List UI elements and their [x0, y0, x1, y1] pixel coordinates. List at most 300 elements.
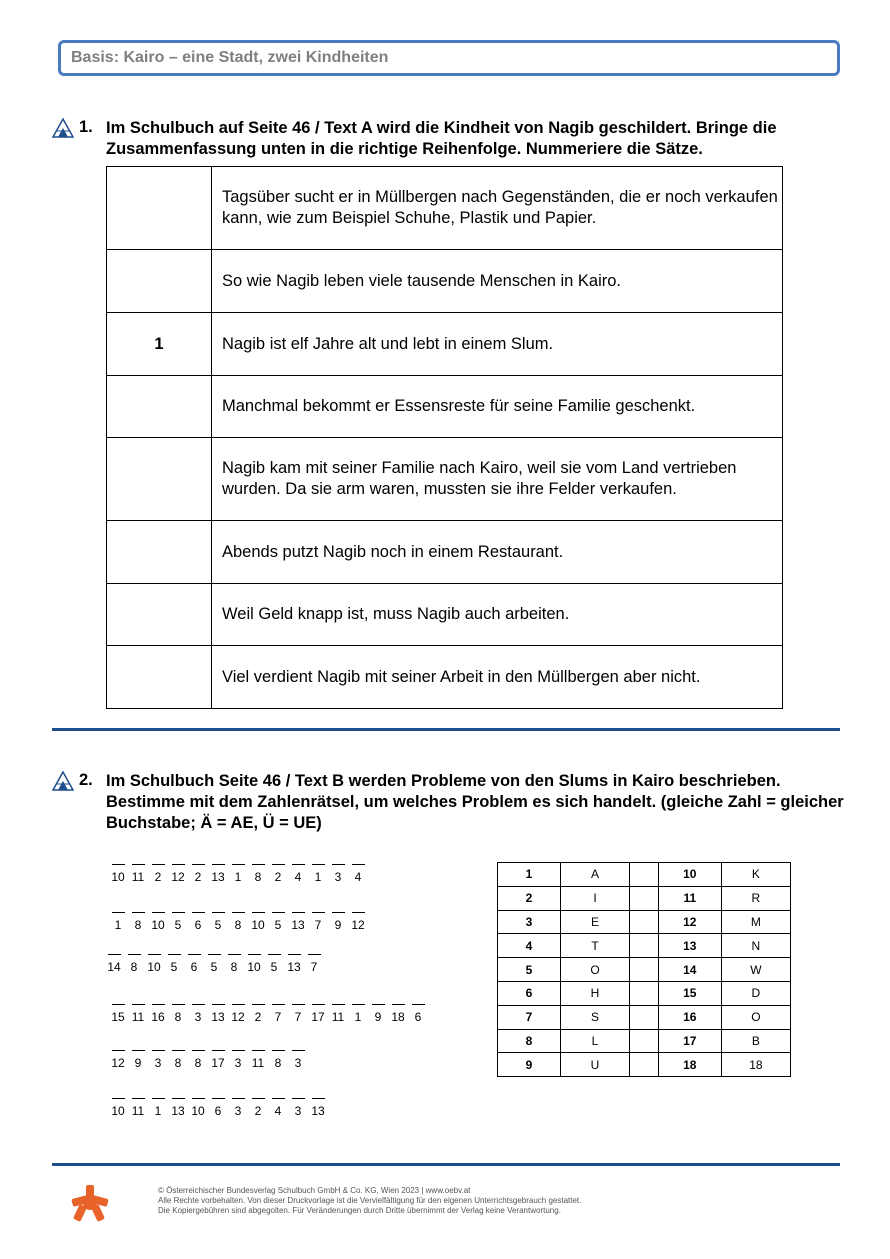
key-number: 10 — [658, 863, 721, 887]
letter-slot[interactable] — [328, 864, 348, 884]
answer-blank[interactable] — [128, 954, 141, 955]
letter-slot[interactable] — [288, 1004, 308, 1024]
answer-blank[interactable] — [272, 1050, 285, 1051]
table-row — [107, 646, 783, 709]
puzzle-number: 10 — [111, 870, 125, 884]
key-letter: T — [560, 934, 629, 958]
letter-slot[interactable] — [108, 1050, 128, 1070]
letter-slot[interactable] — [168, 912, 188, 932]
letter-slot[interactable] — [228, 1004, 248, 1024]
answer-blank[interactable] — [168, 954, 181, 955]
answer-blank[interactable] — [108, 954, 121, 955]
key-number: 2 — [498, 886, 561, 910]
letter-slot[interactable] — [348, 864, 368, 884]
answer-blank[interactable] — [332, 864, 345, 865]
answer-blank[interactable] — [212, 864, 225, 865]
puzzle-number: 4 — [354, 870, 362, 884]
table-row — [107, 438, 783, 521]
key-spacer — [630, 886, 659, 910]
key-spacer — [630, 958, 659, 982]
key-letter: O — [721, 1005, 790, 1029]
sentence-cell: So wie Nagib leben viele tausende Menschen in Kairo. — [212, 250, 783, 313]
sentence-cell: Weil Geld knapp ist, muss Nagib auch arbeiten. — [212, 584, 783, 646]
puzzle-number: 9 — [374, 1010, 382, 1024]
table-row — [107, 521, 783, 584]
puzzle-number: 13 — [171, 1104, 185, 1118]
letter-slot[interactable] — [208, 864, 228, 884]
answer-blank[interactable] — [172, 912, 185, 913]
answer-blank[interactable] — [192, 912, 205, 913]
answer-blank[interactable] — [212, 1004, 225, 1005]
letter-slot[interactable] — [204, 954, 224, 974]
key-letter: O — [560, 958, 629, 982]
puzzle-number: 13 — [311, 1104, 325, 1118]
puzzle-number: 11 — [131, 870, 145, 884]
puzzle-number: 5 — [214, 918, 222, 932]
key-spacer — [630, 1029, 659, 1053]
key-number: 6 — [498, 981, 561, 1005]
key-row — [498, 934, 791, 958]
answer-blank[interactable] — [132, 864, 145, 865]
puzzle-number: 10 — [151, 918, 165, 932]
puzzle-number: 3 — [234, 1056, 242, 1070]
letter-slot[interactable] — [248, 912, 268, 932]
letter-slot[interactable] — [208, 912, 228, 932]
letter-slot[interactable] — [188, 1098, 208, 1118]
key-row — [498, 958, 791, 982]
answer-blank[interactable] — [232, 1098, 245, 1099]
page-header — [58, 40, 840, 76]
letter-slot[interactable] — [348, 1004, 368, 1024]
letter-slot[interactable] — [328, 1004, 348, 1024]
answer-blank[interactable] — [412, 1004, 425, 1005]
letter-slot[interactable] — [348, 912, 368, 932]
letter-slot[interactable] — [248, 1098, 268, 1118]
puzzle-number: 9 — [134, 1056, 142, 1070]
letter-slot[interactable] — [208, 1050, 228, 1070]
key-letter: B — [721, 1029, 790, 1053]
number-cell[interactable] — [107, 584, 212, 646]
answer-blank[interactable] — [272, 1098, 285, 1099]
sentence-cell: Abends putzt Nagib noch in einem Restaurant. — [212, 521, 783, 584]
puzzle-number: 8 — [130, 960, 138, 974]
letter-slot[interactable] — [304, 954, 324, 974]
key-number: 16 — [658, 1005, 721, 1029]
letter-slot[interactable] — [228, 1098, 248, 1118]
letter-slot[interactable] — [108, 912, 128, 932]
key-letter: U — [560, 1053, 629, 1077]
puzzle-number: 10 — [251, 918, 265, 932]
letter-slot[interactable] — [124, 954, 144, 974]
puzzle-number: 3 — [294, 1056, 302, 1070]
key-letter: H — [560, 981, 629, 1005]
answer-blank[interactable] — [172, 1004, 185, 1005]
answer-blank[interactable] — [148, 954, 161, 955]
letter-slot[interactable] — [108, 864, 128, 884]
letter-slot[interactable] — [108, 1004, 128, 1024]
letter-slot[interactable] — [208, 1098, 228, 1118]
letter-slot[interactable] — [388, 1004, 408, 1024]
puzzle-number: 5 — [174, 918, 182, 932]
letter-slot[interactable] — [148, 1050, 168, 1070]
table-row — [107, 250, 783, 313]
answer-blank[interactable] — [252, 1050, 265, 1051]
letter-slot[interactable] — [288, 1098, 308, 1118]
answer-blank[interactable] — [152, 912, 165, 913]
puzzle-number: 12 — [111, 1056, 125, 1070]
key-row — [498, 981, 791, 1005]
letter-slot[interactable] — [268, 1098, 288, 1118]
letter-slot[interactable] — [244, 954, 264, 974]
answer-blank[interactable] — [132, 1098, 145, 1099]
answer-blank[interactable] — [192, 1050, 205, 1051]
key-spacer — [630, 934, 659, 958]
letter-slot[interactable] — [148, 864, 168, 884]
letter-slot[interactable] — [144, 954, 164, 974]
answer-blank[interactable] — [332, 912, 345, 913]
answer-blank[interactable] — [152, 1050, 165, 1051]
puzzle-number: 11 — [131, 1104, 145, 1118]
answer-blank[interactable] — [292, 912, 305, 913]
letter-slot[interactable] — [284, 954, 304, 974]
puzzle-row — [108, 912, 368, 932]
answer-blank[interactable] — [188, 954, 201, 955]
letter-slot[interactable] — [224, 954, 244, 974]
puzzle-number: 13 — [211, 870, 225, 884]
answer-blank[interactable] — [112, 912, 125, 913]
letter-slot[interactable] — [228, 1050, 248, 1070]
answer-blank[interactable] — [392, 1004, 405, 1005]
puzzle-number: 1 — [154, 1104, 162, 1118]
puzzle-number: 6 — [194, 918, 202, 932]
puzzle-number: 12 — [351, 918, 365, 932]
answer-blank[interactable] — [272, 864, 285, 865]
letter-slot[interactable] — [168, 1098, 188, 1118]
answer-blank[interactable] — [372, 1004, 385, 1005]
key-row — [498, 1005, 791, 1029]
puzzle-number: 1 — [354, 1010, 362, 1024]
difficulty-level-icon — [52, 771, 74, 791]
letter-slot[interactable] — [248, 864, 268, 884]
letter-slot[interactable] — [104, 954, 124, 974]
key-spacer — [630, 863, 659, 887]
answer-blank[interactable] — [248, 954, 261, 955]
puzzle-number: 17 — [211, 1056, 225, 1070]
task-number: 2. — [79, 771, 93, 789]
answer-blank[interactable] — [352, 912, 365, 913]
answer-blank[interactable] — [152, 864, 165, 865]
table-row — [107, 376, 783, 438]
sentence-cell: Nagib ist elf Jahre alt und lebt in einem Slum. — [212, 313, 783, 376]
key-letter: D — [721, 981, 790, 1005]
letter-slot[interactable] — [288, 864, 308, 884]
answer-blank[interactable] — [192, 1004, 205, 1005]
puzzle-number: 3 — [334, 870, 342, 884]
letter-slot[interactable] — [148, 1098, 168, 1118]
letter-slot[interactable] — [148, 1004, 168, 1024]
answer-blank[interactable] — [152, 1004, 165, 1005]
puzzle-number: 2 — [254, 1010, 262, 1024]
number-cell[interactable]: 1 — [107, 313, 212, 376]
key-spacer — [630, 1005, 659, 1029]
letter-slot[interactable] — [128, 1098, 148, 1118]
answer-blank[interactable] — [252, 864, 265, 865]
letter-slot[interactable] — [188, 912, 208, 932]
answer-blank[interactable] — [292, 864, 305, 865]
puzzle-number: 2 — [274, 870, 282, 884]
answer-blank[interactable] — [252, 1004, 265, 1005]
key-number: 17 — [658, 1029, 721, 1053]
answer-blank[interactable] — [112, 864, 125, 865]
copyright-line: © Österreichischer Bundesverlag Schulbuch GmbH & Co. KG, Wien 2023 | www.oebv.at — [158, 1186, 471, 1195]
puzzle-number: 7 — [274, 1010, 282, 1024]
puzzle-number: 7 — [314, 918, 322, 932]
task-instruction: Im Schulbuch Seite 46 / Text B werden Probleme von den Slums in Kairo beschrieben. Bestimme mit dem Zahlenrätsel, um welches Problem es sich handelt. (gleiche Zahl = gleicher Buchstabe; Ä = AE, Ü = UE) — [106, 772, 844, 832]
puzzle-number: 5 — [210, 960, 218, 974]
letter-key-table — [497, 862, 791, 1077]
letter-slot[interactable] — [248, 1050, 268, 1070]
letter-slot[interactable] — [268, 864, 288, 884]
page-title: Basis: Kairo – eine Stadt, zwei Kindheiten — [71, 49, 389, 66]
key-letter: 18 — [721, 1053, 790, 1077]
puzzle-number: 18 — [391, 1010, 405, 1024]
puzzle-number: 2 — [254, 1104, 262, 1118]
letter-slot[interactable] — [188, 1004, 208, 1024]
answer-blank[interactable] — [252, 912, 265, 913]
answer-blank[interactable] — [212, 1098, 225, 1099]
table-row — [107, 313, 783, 376]
key-number: 12 — [658, 910, 721, 934]
puzzle-number: 7 — [294, 1010, 302, 1024]
puzzle-number: 8 — [234, 918, 242, 932]
answer-blank[interactable] — [308, 954, 321, 955]
puzzle-number: 1 — [234, 870, 242, 884]
letter-slot[interactable] — [408, 1004, 428, 1024]
answer-blank[interactable] — [208, 954, 221, 955]
puzzle-number: 2 — [154, 870, 162, 884]
puzzle-row — [108, 864, 368, 884]
puzzle-number: 8 — [174, 1010, 182, 1024]
letter-slot[interactable] — [168, 864, 188, 884]
letter-slot[interactable] — [168, 1004, 188, 1024]
answer-blank[interactable] — [172, 864, 185, 865]
puzzle-number: 6 — [214, 1104, 222, 1118]
puzzle-number: 11 — [131, 1010, 145, 1024]
answer-blank[interactable] — [212, 1050, 225, 1051]
number-cell[interactable] — [107, 250, 212, 313]
puzzle-number: 15 — [111, 1010, 125, 1024]
letter-slot[interactable] — [164, 954, 184, 974]
puzzle-number: 8 — [274, 1056, 282, 1070]
puzzle-row — [108, 1098, 328, 1118]
number-cell[interactable] — [107, 376, 212, 438]
puzzle-row — [108, 1004, 428, 1024]
answer-blank[interactable] — [232, 912, 245, 913]
letter-slot[interactable] — [228, 912, 248, 932]
key-row — [498, 1053, 791, 1077]
answer-blank[interactable] — [112, 1098, 125, 1099]
letter-slot[interactable] — [128, 864, 148, 884]
task-instruction: Im Schulbuch auf Seite 46 / Text A wird die Kindheit von Nagib geschildert. Bringe die Zusammenfassung unten in die richtige Reihenfolge. Nummeriere die Sätze. — [106, 119, 777, 158]
number-cell[interactable] — [107, 438, 212, 521]
answer-blank[interactable] — [288, 954, 301, 955]
answer-blank[interactable] — [192, 864, 205, 865]
number-cell[interactable] — [107, 167, 212, 250]
key-row — [498, 863, 791, 887]
number-cell[interactable] — [107, 646, 212, 709]
answer-blank[interactable] — [352, 1004, 365, 1005]
letter-slot[interactable] — [308, 864, 328, 884]
answer-blank[interactable] — [172, 1050, 185, 1051]
puzzle-number: 14 — [107, 960, 121, 974]
answer-blank[interactable] — [112, 1050, 125, 1051]
key-letter: I — [560, 886, 629, 910]
key-letter: A — [560, 863, 629, 887]
puzzle-number: 17 — [311, 1010, 325, 1024]
letter-slot[interactable] — [328, 912, 348, 932]
answer-blank[interactable] — [232, 1050, 245, 1051]
answer-blank[interactable] — [292, 1050, 305, 1051]
letter-slot[interactable] — [184, 954, 204, 974]
puzzle-row — [108, 1050, 308, 1070]
answer-blank[interactable] — [132, 1050, 145, 1051]
letter-slot[interactable] — [248, 1004, 268, 1024]
answer-blank[interactable] — [312, 864, 325, 865]
puzzle-number: 8 — [174, 1056, 182, 1070]
puzzle-number: 13 — [211, 1010, 225, 1024]
letter-slot[interactable] — [288, 1050, 308, 1070]
answer-blank[interactable] — [132, 1004, 145, 1005]
key-number: 8 — [498, 1029, 561, 1053]
key-number: 9 — [498, 1053, 561, 1077]
puzzle-number: 8 — [230, 960, 238, 974]
answer-blank[interactable] — [172, 1098, 185, 1099]
answer-blank[interactable] — [192, 1098, 205, 1099]
puzzle-number: 3 — [194, 1010, 202, 1024]
sentence-cell: Tagsüber sucht er in Müllbergen nach Gegenständen, die er noch verkaufen kann, wie zum Beispiel Schuhe, Plastik und Papier. — [212, 167, 783, 250]
puzzle-number: 5 — [270, 960, 278, 974]
letter-slot[interactable] — [188, 1050, 208, 1070]
key-spacer — [630, 981, 659, 1005]
puzzle-number: 11 — [251, 1056, 265, 1070]
key-letter: L — [560, 1029, 629, 1053]
puzzle-number: 8 — [254, 870, 262, 884]
letter-slot[interactable] — [208, 1004, 228, 1024]
puzzle-number: 10 — [147, 960, 161, 974]
letter-slot[interactable] — [128, 1004, 148, 1024]
letter-slot[interactable] — [268, 1004, 288, 1024]
puzzle-number: 3 — [234, 1104, 242, 1118]
copyright-line: Alle Rechte vorbehalten. Von dieser Druckvorlage ist die Vervielfältigung für den eigenen Unterrichtsgebrauch gestattet. — [158, 1196, 582, 1205]
answer-blank[interactable] — [232, 1004, 245, 1005]
letter-slot[interactable] — [128, 1050, 148, 1070]
letter-slot[interactable] — [168, 1050, 188, 1070]
answer-blank[interactable] — [332, 1004, 345, 1005]
answer-blank[interactable] — [112, 1004, 125, 1005]
answer-blank[interactable] — [212, 912, 225, 913]
puzzle-number: 10 — [111, 1104, 125, 1118]
key-number: 4 — [498, 934, 561, 958]
answer-blank[interactable] — [232, 864, 245, 865]
sentence-cell: Nagib kam mit seiner Familie nach Kairo, weil sie vom Land vertrieben wurden. Da sie arm waren, mussten sie ihre Felder verkaufen. — [212, 438, 783, 521]
difficulty-level-icon — [52, 118, 74, 138]
answer-blank[interactable] — [292, 1004, 305, 1005]
puzzle-number: 10 — [191, 1104, 205, 1118]
letter-slot[interactable] — [148, 912, 168, 932]
puzzle-number: 16 — [151, 1010, 165, 1024]
letter-slot[interactable] — [268, 1050, 288, 1070]
answer-blank[interactable] — [352, 864, 365, 865]
answer-blank[interactable] — [312, 912, 325, 913]
answer-blank[interactable] — [272, 912, 285, 913]
answer-blank[interactable] — [292, 1098, 305, 1099]
puzzle-number: 13 — [287, 960, 301, 974]
key-number: 5 — [498, 958, 561, 982]
number-cell[interactable] — [107, 521, 212, 584]
letter-slot[interactable] — [308, 1098, 328, 1118]
letter-slot[interactable] — [228, 864, 248, 884]
answer-blank[interactable] — [228, 954, 241, 955]
answer-blank[interactable] — [272, 1004, 285, 1005]
puzzle-number: 6 — [190, 960, 198, 974]
key-row — [498, 886, 791, 910]
puzzle-number: 4 — [294, 870, 302, 884]
order-table — [106, 166, 783, 709]
copyright-line: Die Kopiergebühren sind abgegolten. Für Veränderungen durch Dritte übernimmt der Verlag keine Verantwortung. — [158, 1206, 561, 1215]
puzzle-number: 5 — [274, 918, 282, 932]
letter-slot[interactable] — [308, 1004, 328, 1024]
puzzle-number: 12 — [231, 1010, 245, 1024]
puzzle-number: 8 — [194, 1056, 202, 1070]
letter-slot[interactable] — [188, 864, 208, 884]
section-divider — [52, 728, 840, 731]
key-number: 15 — [658, 981, 721, 1005]
puzzle-number: 1 — [114, 918, 122, 932]
puzzle-number: 12 — [171, 870, 185, 884]
puzzle-row — [104, 954, 324, 974]
key-letter: K — [721, 863, 790, 887]
puzzle-number: 7 — [310, 960, 318, 974]
key-number: 14 — [658, 958, 721, 982]
key-row — [498, 910, 791, 934]
answer-blank[interactable] — [268, 954, 281, 955]
answer-blank[interactable] — [312, 1098, 325, 1099]
answer-blank[interactable] — [152, 1098, 165, 1099]
puzzle-number: 8 — [134, 918, 142, 932]
key-spacer — [630, 1053, 659, 1077]
letter-slot[interactable] — [368, 1004, 388, 1024]
key-number: 7 — [498, 1005, 561, 1029]
letter-slot[interactable] — [288, 912, 308, 932]
key-number: 11 — [658, 886, 721, 910]
key-number: 13 — [658, 934, 721, 958]
key-row — [498, 1029, 791, 1053]
answer-blank[interactable] — [252, 1098, 265, 1099]
letter-slot[interactable] — [128, 912, 148, 932]
letter-slot[interactable] — [308, 912, 328, 932]
key-letter: W — [721, 958, 790, 982]
answer-blank[interactable] — [312, 1004, 325, 1005]
letter-slot[interactable] — [264, 954, 284, 974]
puzzle-number: 5 — [170, 960, 178, 974]
puzzle-number: 10 — [247, 960, 261, 974]
answer-blank[interactable] — [132, 912, 145, 913]
key-letter: S — [560, 1005, 629, 1029]
letter-slot[interactable] — [108, 1098, 128, 1118]
puzzle-number: 11 — [331, 1010, 345, 1024]
table-row — [107, 167, 783, 250]
letter-slot[interactable] — [268, 912, 288, 932]
